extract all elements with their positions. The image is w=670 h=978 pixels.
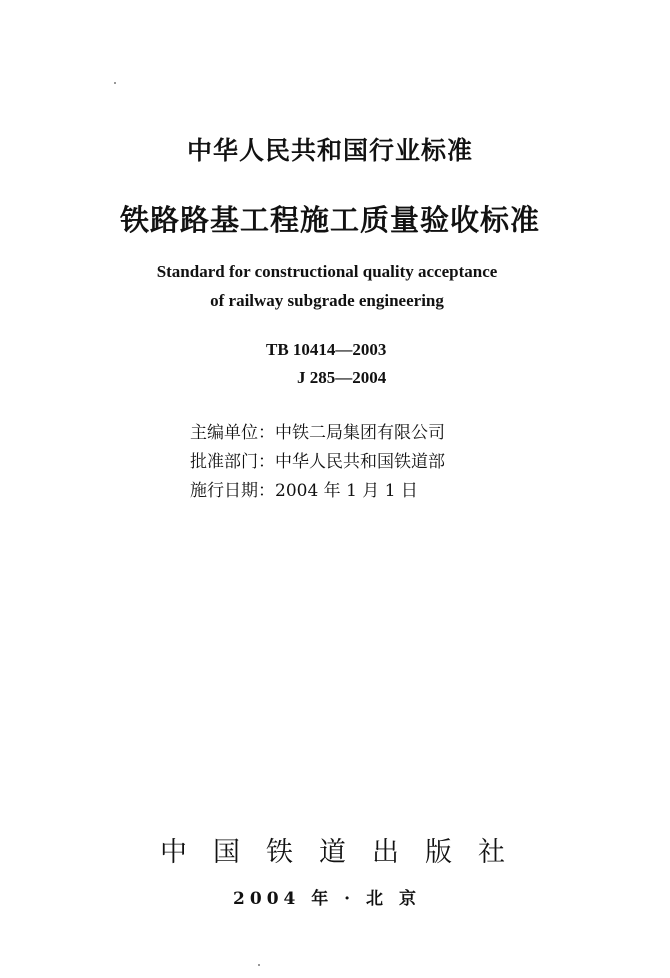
effective-date: 施行日期：2004 年 1 月 1 日 — [190, 481, 418, 501]
publisher-char: 铁 — [266, 837, 293, 868]
scan-speck — [114, 82, 116, 84]
standard-code-tb: TB 10414—2003 — [266, 340, 387, 359]
english-title — [0, 257, 662, 315]
publisher-char: 道 — [319, 837, 346, 868]
standard-code-j: J 285—2004 — [297, 368, 387, 387]
approval-department: 批准部门：中华人民共和国铁道部 — [190, 452, 445, 472]
english-title-line-1: Standard for constructional quality acceptance — [156, 262, 498, 281]
industry-standard-heading: 中华人民共和国行业标准 — [186, 136, 473, 165]
publisher-name — [160, 830, 505, 869]
publisher-char: 出 — [372, 837, 399, 868]
document-info — [190, 419, 445, 506]
editor-unit: 主编单位：中铁二局集团有限公司 — [190, 423, 445, 443]
scan-speck — [258, 964, 260, 966]
chinese-title: 铁路路基工程施工质量验收标准 — [119, 203, 540, 237]
publisher-char: 中 — [160, 837, 187, 868]
publisher-char: 国 — [213, 837, 240, 868]
publisher-char: 版 — [425, 837, 452, 868]
publication-year-place: 2004 年 · 北 京 — [233, 889, 421, 909]
english-title-line-2: of railway subgrade engineering — [210, 291, 444, 310]
publisher-char: 社 — [478, 837, 505, 868]
